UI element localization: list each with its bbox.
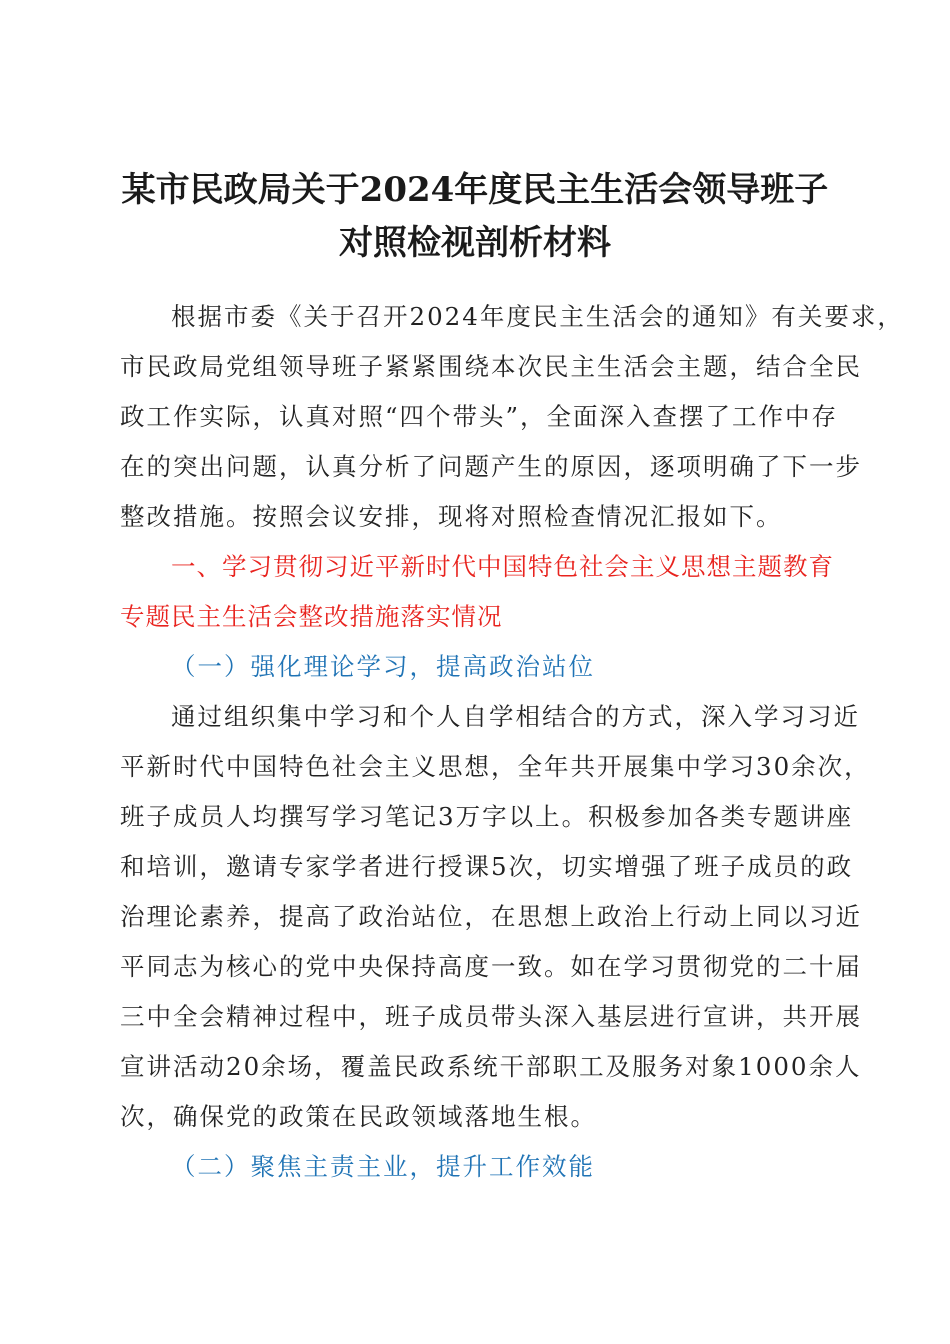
body-line: 平新时代中国特色社会主义思想，全年共开展集中学习30余次， bbox=[120, 752, 871, 781]
intro-line: 根据市委《关于召开2024年度民主生活会的通知》有关要求， bbox=[171, 302, 904, 331]
document-title-line-1: 某市民政局关于2024年度民主生活会领导班子 bbox=[121, 170, 829, 210]
body-line: 通过组织集中学习和个人自学相结合的方式，深入学习习近 bbox=[171, 702, 860, 731]
body-line: 三中全会精神过程中，班子成员带头深入基层进行宣讲，共开展 bbox=[120, 1002, 862, 1031]
subsection-heading: （一）强化理论学习，提高政治站位 bbox=[171, 652, 595, 681]
intro-line: 政工作实际，认真对照“四个带头”，全面深入查摆了工作中存 bbox=[120, 402, 839, 431]
body-line: 班子成员人均撰写学习笔记3万字以上。积极参加各类专题讲座 bbox=[120, 802, 854, 831]
intro-line: 市民政局党组领导班子紧紧围绕本次民主生活会主题，结合全民 bbox=[120, 352, 862, 381]
intro-line: 在的突出问题，认真分析了问题产生的原因，逐项明确了下一步 bbox=[120, 452, 862, 481]
section-heading-line: 一、学习贯彻习近平新时代中国特色社会主义思想主题教育 bbox=[171, 552, 834, 581]
body-line: 和培训，邀请专家学者进行授课5次，切实增强了班子成员的政 bbox=[120, 852, 854, 881]
intro-line: 整改措施。按照会议安排，现将对照检查情况汇报如下。 bbox=[120, 502, 783, 531]
body-line: 宣讲活动20余场，覆盖民政系统干部职工及服务对象1000余人 bbox=[120, 1052, 862, 1081]
body-line: 治理论素养，提高了政治站位，在思想上政治上行动上同以习近 bbox=[120, 902, 862, 931]
subsection-heading: （二）聚焦主责主业，提升工作效能 bbox=[171, 1152, 595, 1181]
body-line: 次，确保党的政策在民政领域落地生根。 bbox=[120, 1102, 597, 1131]
document-title-line-2: 对照检视剖析材料 bbox=[339, 223, 611, 263]
section-heading-line: 专题民主生活会整改措施落实情况 bbox=[120, 602, 503, 631]
body-line: 平同志为核心的党中央保持高度一致。如在学习贯彻党的二十届 bbox=[120, 952, 862, 981]
